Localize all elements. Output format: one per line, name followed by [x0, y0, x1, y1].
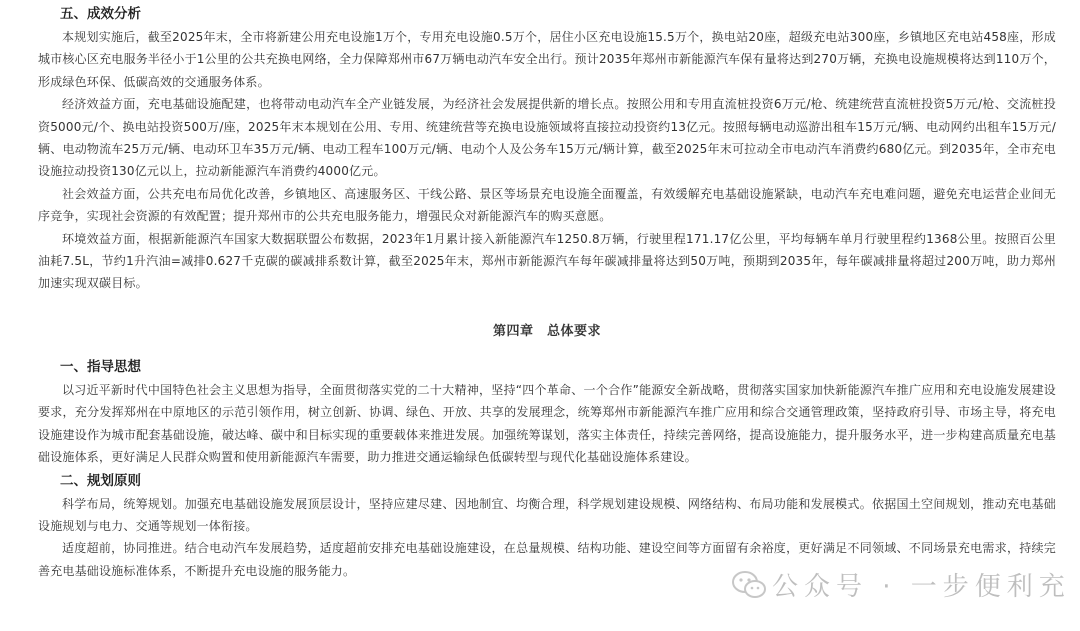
paragraph-outcome-summary: 本规划实施后，截至2025年末，全市将新建公用充电设施1万个，专用充电设施0.5万个，居住小区充电设施15.5万个，换电站20座，超级充电站300座，乡镇地区充电站458座，形成城市核心区充电服务半径小于1公里的公共充换电网络，全力保障郑州市67万辆电动汽车安全出行。预计2035年郑州市新能源汽车保有量将达到270万辆，充换电设施规模将达到110万个，形成绿色环保、低碳高效的交通服务体系。: [38, 30, 1056, 89]
paragraph-guiding-ideology: 以习近平新时代中国特色社会主义思想为指导，全面贯彻落实党的二十大精神，坚持“四个革命、一个合作”能源安全新战略，贯彻落实国家加快新能源汽车推广应用和充电设施发展建设要求，充分发挥郑州在中原地区的示范引领作用，树立创新、协调、绿色、开放、共享的发展理念，统筹郑州市新能源汽车推广应用和综合交通管理政策，坚持政府引导、市场主导，将充电设施建设作为城市配套基础设施，破达峰、碳中和目标实现的重要载体来推进发展。加强统筹谋划，落实主体责任，持续完善网络，提高设施能力，提升服务水平，进一步构建高质量充电基础设施体系，更好满足人民群众购置和使用新能源汽车需要，助力推进交通运输绿色低碳转型与现代化基础设施体系建设。: [38, 382, 1056, 465]
paragraph-principle-layout: 科学布局，统筹规划。加强充电基础设施发展顶层设计，坚持应建尽建、因地制宜、均衡合理，科学规划建设规模、网络结构、布局功能和发展模式。依据国土空间规划，推动充电基础设施规划与电力、交通等规划一体衔接。: [38, 496, 1056, 533]
chapter-heading: 第四章 总体要求: [492, 323, 601, 339]
section-title-guiding-ideology: 一、指导思想: [60, 358, 141, 375]
section-title-outcome-analysis: 五、成效分析: [60, 6, 141, 22]
paragraph-environmental-benefit: 环境效益方面，根据新能源汽车国家大数据联盟公布数据，2023年1月累计接入新能源汽车1250.8万辆，行驶里程171.17亿公里，平均每辆车单月行驶里程约1368公里。按照百公里油耗7.5L，节约1升汽油=减排0.627千克碳的碳减排系数计算，截至2025年末，郑州市新能源汽车每年碳减排量将达到50万吨，预期到2035年，每年碳减排量将超过200万吨，助力郑州加速实现双碳目标。: [38, 231, 1056, 291]
paragraph-economic-benefit: 经济效益方面，充电基础设施配建，也将带动电动汽车全产业链发展，为经济社会发展提供新的增长点。按照公用和专用直流桩投资6万元/枪、统建统营直流桩投资5万元/枪、交流桩投资5000元/个、换电站投资500万/座，2025年末本规划在公用、专用、统建统营等充换电设施领域将直接拉动投资约13亿元。按照每辆电动巡游出租车15万元/辆、电动网约出租车15万元/辆、电动物流车25万元/辆、电动环卫车35万元/辆、电动工程车100万元/辆、电动个人及公务车15万元/辆计算，截至2025年末可拉动全市电动汽车消费约680亿元。到2035年，全市充电设施拉动投资130亿元以上，拉动新能源汽车消费约4000亿元。: [38, 97, 1056, 179]
watermark-text: 公众号 · 一步便利充: [772, 572, 1071, 602]
paragraph-social-benefit: 社会效益方面，公共充电布局优化改善，乡镇地区、高速服务区、干线公路、景区等场景充电设施全面覆盖，有效缓解充电基础设施紧缺，电动汽车充电难问题，避免充电运营企业间无序竞争，实现社会资源的有效配置；提升郑州市的公共充电服务能力，增强民众对新能源汽车的购买意愿。: [38, 186, 1056, 224]
section-title-planning-principles: 二、规划原则: [60, 472, 141, 489]
paragraph-principle-advance: 适度超前，协同推进。结合电动汽车发展趋势，适度超前安排充电基础设施建设，在总量规模、结构功能、建设空间等方面留有余裕度，更好满足不同领域、不同场景充电需求，持续完善充电基础设施标准体系，不断提升充电设施的服务能力。: [38, 541, 1056, 578]
